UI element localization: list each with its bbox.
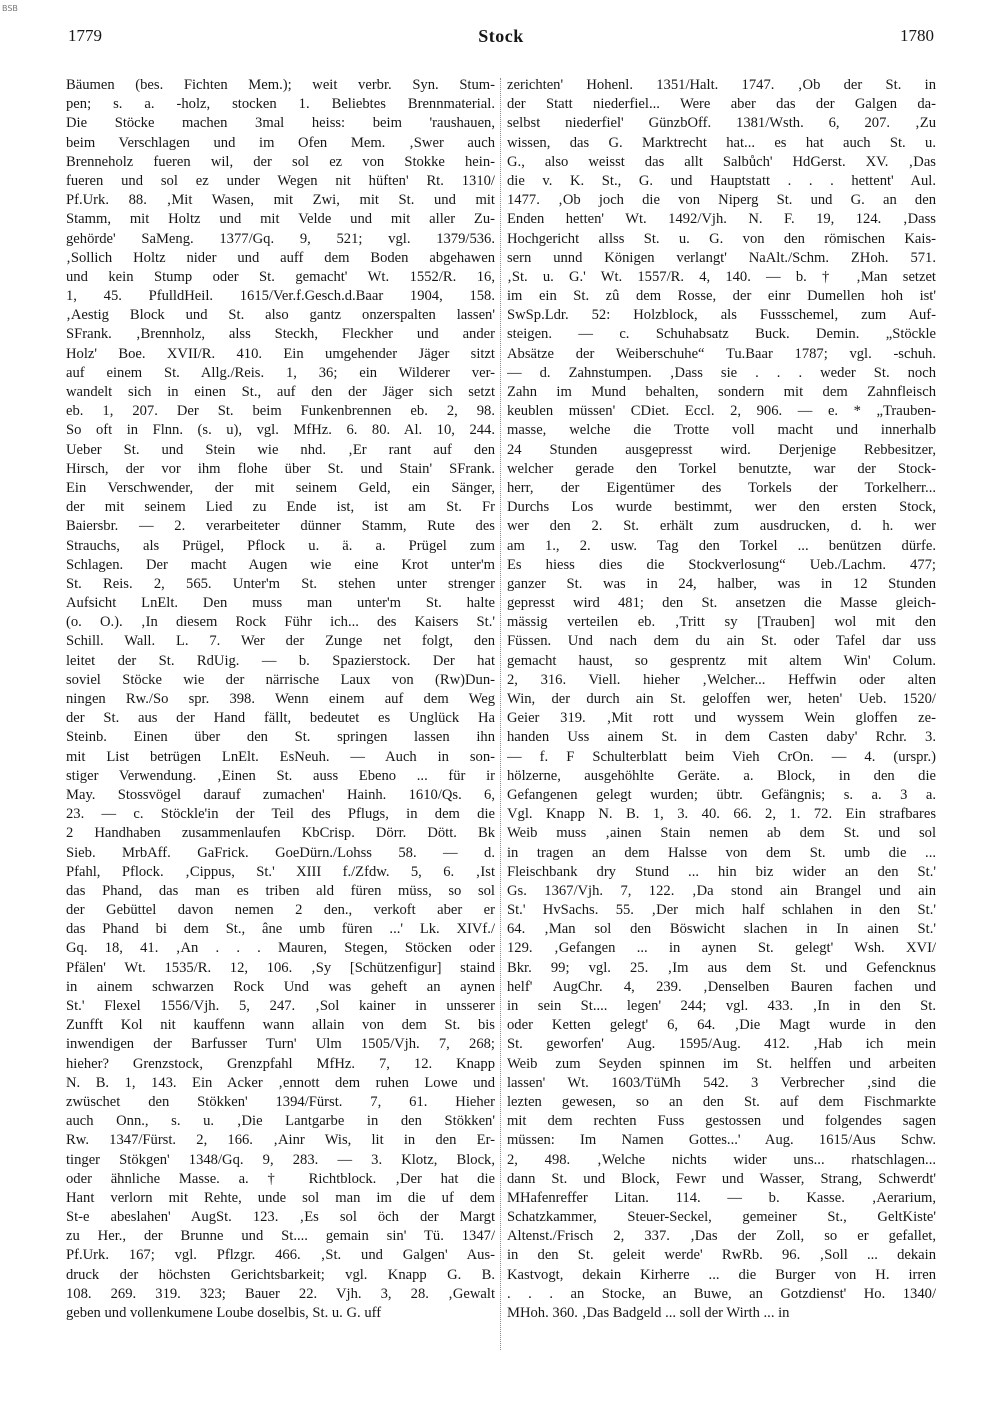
text-line: hieher? Grenzstock, Grenzpfahl MfHz. 7, 12. Knapp — [66, 1055, 495, 1072]
text-line: Füssen. Und nach dem du ain St. oder Tafel dar uss — [507, 633, 936, 650]
text-line: ‚St. u. G.' Wt. 1557/R. 4, 140. — b. † ‚Man setzet — [507, 268, 936, 285]
text-line: in den St. geleit werde' RwRb. 96. ‚Soll ... dekain — [507, 1247, 936, 1264]
text-line: eb. 1, 207. Der St. beim Funkenbrennen eb. 2, 98. — [66, 403, 495, 420]
text-line: Pf.Urk. 88. ‚Mit Wasen, mit Zwi, mit St. und mit — [66, 192, 495, 209]
text-line: St.' HvSachs. 55. ‚Der mich half schlahen in den St.' — [507, 902, 936, 919]
text-line: — f. F Schulterblatt beim Vieh CrOn. — 4. (urspr.) — [507, 748, 936, 765]
text-line: Vgl. Knapp N. B. 1, 3. 40. 66. 2, 1. 72. Ein strafbares — [507, 806, 936, 823]
text-line: MHoh. 360. ‚Das Badgeld ... soll der Wirth ... in — [507, 1305, 790, 1321]
text-line: Enden hetten' Wt. 1492/Vjh. N. F. 19, 124. ‚Dass — [507, 211, 936, 228]
text-line: helf' AugChr. 4, 239. ‚Denselben Bauren fachen und — [507, 978, 936, 995]
text-line: im ein St. zû dem Rosse, der einr Dumellen hoh ist' — [507, 288, 936, 305]
text-line: herr, der Eigentümer des Torkels der Torkelherr... — [507, 479, 936, 496]
text-line: 1, 45. PfulldHeil. 1615/Ver.f.Gesch.d.Baar 1904, 158. — [66, 288, 495, 305]
text-line: auch Onn., s. u. ‚Die Lantgarbe in den Stökken' — [66, 1113, 495, 1130]
text-line: müssen: Im Namen Gottes...' Aug. 1615/Aus Schw. — [507, 1132, 936, 1149]
text-line: zu Her., der Brunne und St.... gemain sin' Tü. 1347/ — [66, 1228, 495, 1245]
text-line: wer den 2. St. erhält zum ausdrucken, d. h. wer — [507, 518, 936, 535]
column-divider — [500, 78, 501, 1350]
text-line: oder ähnliche Masse. a. † Richtblock. ‚Der hat die — [66, 1170, 495, 1187]
text-line: Steinb. Einen über den St. springen lassen ihn — [66, 729, 495, 746]
text-line: 2 Handhaben zusammenlaufen KbCrisp. Dörr. Dött. Bk — [66, 825, 495, 842]
text-line: in ainem schwarzen Rock Und was geheft an aynen — [66, 978, 495, 995]
text-line: Gefangenen gelegt wurden; übtr. Gefängnis; s. a. 3 a. — [507, 786, 936, 803]
text-line: Ein Verschwender, der mit seinem Geld, ein Sänger, — [66, 479, 495, 496]
text-line: mit dem rechten Fuss gestossen und folgendes sagen — [507, 1113, 936, 1130]
text-line: Rw. 1347/Fürst. 2, 166. ‚Ainr Wis, lit in den Er- — [66, 1132, 495, 1149]
library-stamp: BSB — [2, 4, 18, 13]
text-line: Pf.Urk. 167; vgl. Pflzgr. 466. ‚St. und Galgen' Aus- — [66, 1247, 495, 1264]
text-line: ningen Rw./So spr. 398. Wenn einem auf dem Weg — [66, 691, 495, 707]
text-line: stiger Verwendung. ‚Einen St. auss Ebeno ... für ir — [66, 767, 495, 784]
text-line: Pfälen' Wt. 1535/R. 12, 106. ‚Sy [Schützenfigur] staind — [66, 959, 495, 976]
text-line: auf einem St. Allg./Reis. 1, 36; ein Wilderer ver- — [66, 364, 495, 381]
text-line: Baiersbr. — 2. verarbeiteter dünner Stamm, Rute des — [66, 518, 495, 535]
text-line: Zunfft Kol nit kauffenn wann allain von dem St. bis — [66, 1017, 495, 1034]
text-line: in sein St.... legen' 244; vgl. 433. ‚In in den St. — [507, 998, 936, 1014]
text-line: geben und vollenkumene Loube doselbis, St. u. G. uff — [66, 1305, 382, 1321]
text-line: Durchs Los wurde bestimmt, wer den ersten Stock, — [507, 499, 936, 516]
left-page-number: 1779 — [68, 26, 102, 45]
running-title: Stock — [478, 26, 524, 46]
text-line: St.' Flexel 1556/Vjh. 5, 247. ‚Sol kainer in unsserer — [66, 998, 495, 1014]
text-line: Ueber St. und Stein wie nhd. ‚Er rant auf den — [66, 441, 495, 458]
text-line: am 1., 2. usw. Tag den Torkel ... benützen dürfe. — [507, 537, 936, 554]
text-line: masse, welche die Trotte voll macht und innerhalb — [507, 422, 936, 439]
text-line: Win, der durch ain St. geloffen wer, heten' Ueb. 1520/ — [507, 691, 936, 707]
text-line: der mit seinem Lied zu Ende ist, ist am St. Fr — [66, 499, 495, 516]
right-column — [507, 76, 936, 1323]
text-line: keublen müssen' CDiet. Eccl. 2, 906. — e. * „Trauben- — [507, 403, 936, 420]
text-line: SwSp.Ldr. 52: Holzblock, als Fussschemel, zum Auf- — [507, 307, 936, 324]
text-line: der Statt niederfiel... Were aber das der Galgen da- — [507, 96, 936, 113]
text-line: . . . an Stocke, an Buwe, an Gotzdienst' Ho. 1340/ — [507, 1285, 936, 1302]
text-line: welcher gerade den Torkel benutzte, war der Stock- — [507, 460, 936, 477]
text-line: gepresst wird 481; den St. ansetzen die Masse gleich- — [507, 595, 936, 612]
text-line: der Gebüttel davon nemen 2 den., verkoft aber er — [66, 902, 495, 919]
text-line: So oft in Flnn. (s. u), vgl. MfHz. 6. 80. Al. 10, 244. — [66, 422, 495, 439]
text-line: Gq. 18, 41. ‚An . . . Mauren, Stegen, Stöcken oder — [66, 940, 495, 957]
text-line: beim Verschlagen und im Ofen Mem. ‚Swer auch — [66, 134, 495, 151]
text-line: inwendigen der Barfusser Turn' Ulm 1505/Vjh. 7, 268; — [66, 1036, 495, 1053]
text-line: Pfahl, Pflock. ‚Cippus, St.' XIII f./Zfdw. 5, 6. ‚Ist — [66, 863, 495, 880]
text-line: mit List betrügen LnElt. EsNeuh. — Auch in son- — [66, 748, 495, 765]
text-line: Bkr. 99; vgl. 25. ‚Im aus dem St. und Gefencknus — [507, 959, 936, 976]
text-line: Geier 319. ‚Mit rott und wyssem Wein gloffen ze- — [507, 710, 936, 727]
text-line: Kastvogt, dekain Kirherre ... die Burger von H. irren — [507, 1266, 936, 1283]
text-line: die v. K. St., G. und Hauptstatt . . . hettent' Aul. — [507, 172, 936, 189]
text-line: ganzer St. was in 24, halber, was in 12 Stunden — [507, 575, 936, 592]
text-line: Absätze der Weiberschuhe“ Tu.Baar 1787; vgl. -schuh. — [507, 345, 936, 362]
text-line: ‚Sollich Holtz nider und auff dem Boden abgehawen — [66, 249, 495, 266]
text-line: steigen. — c. Schuhabsatz Buck. Demin. „Stöckle — [507, 326, 936, 343]
text-line: Zahn im Mund behalten, sondern mit dem Zahnfleisch — [507, 384, 936, 400]
text-line: St. Reis. 2, 565. Unter'm St. stehen unter strenger — [66, 575, 495, 592]
text-line: Stamm, mit Holtz und mit Velde und mit aller Zu- — [66, 211, 495, 228]
text-line: 24 Stunden ausgepresst wird. Derjenige Rebbesitzer, — [507, 441, 936, 458]
text-line: 1477. ‚Ob joch die von Niperg St. und G. an den — [507, 192, 936, 209]
text-line: hölzerne, ausgehöhlte Geräte. a. Block, in den die — [507, 767, 936, 784]
text-line: Schlagen. Der macht Augen wie eine Krot unter'm — [66, 556, 495, 573]
text-line: Schill. Wall. L. 7. Wer der Zunge net folgt, den — [66, 633, 495, 650]
text-line: Weib muss ‚ainen Stain nemen ab dem St. und sol — [507, 825, 936, 842]
text-line: sern unnd Königen verlangt' NaAlt./Schm. ZHoh. 571. — [507, 249, 936, 266]
text-line: Hochgericht allss St. u. G. von den römischen Kais- — [507, 230, 936, 247]
text-line: oder Ketten gelegt' 6, 64. ‚Die Magt wurde in den — [507, 1017, 936, 1034]
text-line: pen; s. a. -holz, stocken 1. Beliebtes Brennmaterial. — [66, 96, 495, 113]
text-line: das Phand, das man es triben ald füren müss, so sol — [66, 882, 495, 899]
text-line: ‚Aestig Block und St. also gantz onzerspalten lassen' — [66, 307, 495, 324]
text-line: handen Uss ainem St. in dem Casten daby' Rchr. 3. — [507, 729, 936, 746]
text-line: zerichten' Hohenl. 1351/Halt. 1747. ‚Ob der St. in — [507, 77, 936, 93]
text-line: wissen, das G. Marktrecht hat... es hat auch St. u. — [507, 134, 936, 151]
text-line: 64. ‚Man sol den Böswicht slachen in In ainen St.' — [507, 921, 936, 938]
text-line: Weib zum Seyden spinnen im St. helffen und arbeiten — [507, 1055, 936, 1072]
text-line: Sieb. MrbAff. GaFrick. GoeDürn./Lohss 58. — d. — [66, 844, 495, 861]
text-line: 23. — c. Stöckle'in der Teil des Pflugs, in dem die — [66, 806, 495, 823]
text-line: 2, 498. ‚Welche nichts wider uns... rhatschlagen... — [507, 1151, 936, 1168]
text-line: wandelt sich in einen St., auf den der Jäger sich setzt — [66, 384, 495, 400]
text-line: lassen' Wt. 1603/TüMh 542. 3 Verbrecher ‚sind die — [507, 1074, 936, 1091]
text-line: druck der höchsten Gerichtsbarkeit; vgl. Knapp G. B. — [66, 1266, 495, 1283]
text-line: Bäumen (bes. Fichten Mem.); weit verbr. Syn. Stum- — [66, 77, 495, 93]
right-page-number: 1780 — [900, 26, 934, 45]
text-line: St. geworfen' Aug. 1595/Aug. 412. ‚Hab ich mein — [507, 1036, 936, 1053]
text-line: G., also weisst das allt Salbůch' HdGerst. XV. ‚Das — [507, 153, 936, 170]
text-line: Schatzkammer, Steuer-Seckel, gemeiner St., GeltKiste' — [507, 1209, 936, 1226]
text-line: Hant verlorn mit Rehte, unde sol man im die uf dem — [66, 1189, 495, 1206]
text-line: das Phand bi dem St., âne umb füren ...' Lk. XIVf./ — [66, 921, 495, 938]
text-line: Gs. 1367/Vjh. 7, 122. ‚Da stond ain Brangel und ain — [507, 882, 936, 899]
text-line: Hirsch, der vor ihm flohe über St. und Stain' SFrank. — [66, 460, 495, 477]
text-line: dann St. und Block, Fewr und Wasser, Strang, Schwerdt' — [507, 1170, 936, 1187]
text-line: St-e abeslahen' AugSt. 123. ‚Es sol öch der Margt — [66, 1209, 495, 1226]
text-line: fueren und sol ez under Wegen nit hüften' Rt. 1310/ — [66, 172, 495, 189]
page-header — [68, 26, 934, 52]
text-line: lezten gewesen, so an den St. auf dem Fischmarkte — [507, 1093, 936, 1110]
text-line: SFrank. ‚Brennholz, alss Steckh, Fleckher und ander — [66, 326, 495, 343]
text-line: selbst niederfiel' GünzbOff. 1381/Wsth. 6, 207. ‚Zu — [507, 115, 936, 132]
text-line: — d. Zahnstumpen. ‚Dass sie . . . weder St. noch — [507, 364, 936, 381]
text-line: Holz' Boe. XVII/R. 410. Ein umgehender Jäger sitzt — [66, 345, 495, 362]
text-line: der St. aus der Hand fällt, bedeutet es Unglück Ha — [66, 710, 495, 727]
text-line: 2, 316. Viell. hieher ‚Welcher... Heffwin oder alten — [507, 671, 936, 688]
text-line: Brenneholz fueren wil, der sol ez von Stokke hein- — [66, 153, 495, 170]
text-line: soviel Stöcke wie der närrische Laux von (Rw)Dun- — [66, 671, 495, 688]
text-line: May. Stossvögel darauf zumachen' Hainh. 1610/Qs. 6, — [66, 786, 495, 803]
text-line: gehörde' SaMeng. 1377/Gq. 9, 521; vgl. 1379/536. — [66, 230, 495, 247]
left-column — [66, 76, 495, 1323]
text-line: zwüschet den Stökken' 1394/Fürst. 7, 61. Hieher — [66, 1093, 495, 1110]
text-line: tinger Stökgen' 1348/Gq. 9, 283. — 3. Klotz, Block, — [66, 1151, 495, 1168]
text-line: Fleischbank dry Stund ... hin biz wider an den St.' — [507, 863, 936, 880]
text-line: (o. O.). ‚In diesem Rock Führ ich... des Kaisers St.' — [66, 614, 495, 631]
text-line: 108. 269. 319. 323; Bauer 22. Vjh. 3, 28. ‚Gewalt — [66, 1285, 495, 1302]
text-line: in tragen an dem Halsse von dem St. umb die ... — [507, 844, 936, 861]
text-line: N. B. 1, 143. Ein Acker ‚ennott dem ruhen Lowe und — [66, 1074, 495, 1091]
text-line: MHafenreffer Litan. 114. — b. Kasse. ‚Aerarium, — [507, 1189, 936, 1206]
text-line: leitet der St. RdUig. — b. Spazierstock. Der hat — [66, 652, 495, 669]
text-line: Strauchs, als Prügel, Pflock u. ä. a. Prügel zum — [66, 537, 495, 554]
text-line: Es hiess dies die Stockverlosung“ Ueb./Lachm. 477; — [507, 556, 936, 573]
text-line: und kein Stump oder St. gemacht' Wt. 1552/R. 16, — [66, 268, 495, 285]
text-line: mässig verteilen eb. ‚Tritt sy [Trauben] wol mit den — [507, 614, 936, 631]
text-line: Die Stöcke machen 3mal heiss: beim 'raushauen, — [66, 115, 495, 132]
text-line: 129. ‚Gefangen ... in aynen St. gelegt' Wsh. XVI/ — [507, 940, 936, 957]
text-line: Aufsicht LnElt. Den muss man unter'm St. halte — [66, 595, 495, 612]
text-line: gemacht haust, so gesprentz mit altem Win' Colum. — [507, 652, 936, 669]
text-line: Altenst./Frisch 2, 337. ‚Das der Zoll, so er gefallet, — [507, 1228, 936, 1245]
